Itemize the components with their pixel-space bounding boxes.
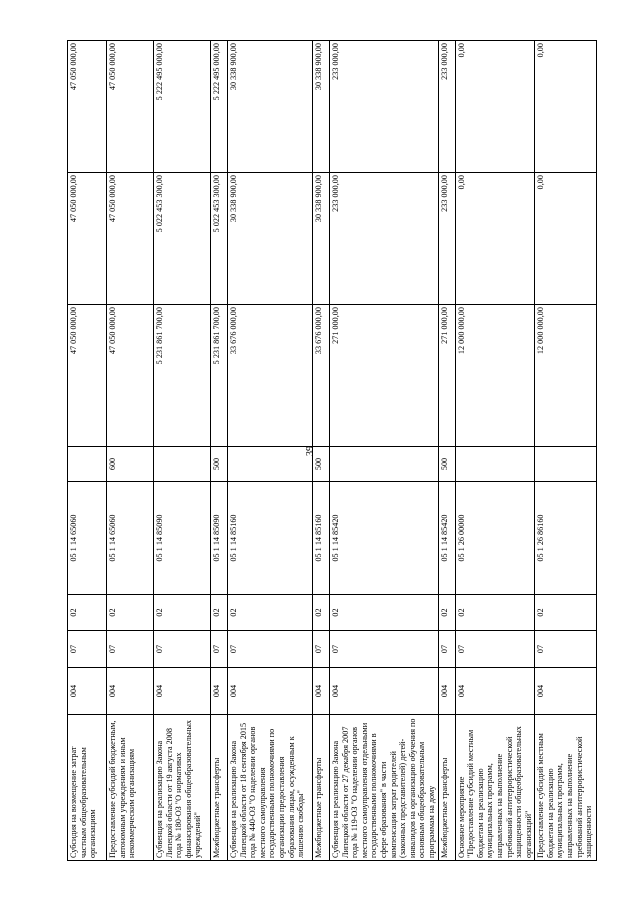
- row-name: Субвенция на реализацию Закона Липецкой области от 18 сентября 2015 года № 440-ОЗ "О наделении органов местного самоуправления государственными полномочиями по организации предоставления образования лицам, осужденным к лишению свободы": [228, 715, 313, 861]
- amount-3: 30 338 900,00: [313, 41, 330, 173]
- section-code: 07: [330, 631, 439, 668]
- amount-1: 33 676 000,00: [313, 305, 330, 447]
- admin-code: 004: [228, 668, 313, 715]
- admin-code: 004: [535, 668, 597, 715]
- admin-code: 004: [68, 668, 107, 715]
- target-code: 05 1 14 85160: [228, 482, 313, 595]
- row-name: Субвенция на реализацию Закона Липецкой области от 19 августа 2008 года № 180-ОЗ "О нормативах финансирования общеобразовательных учреждений": [154, 715, 211, 861]
- table-row: [68, 41, 107, 861]
- amount-1: 12 000 000,00: [535, 305, 597, 447]
- subsection-code: 02: [154, 595, 211, 631]
- amount-2: 0,00: [455, 173, 535, 305]
- subsection-code: 02: [228, 595, 313, 631]
- amount-3: 0,00: [535, 41, 597, 173]
- amount-1: 47 050 000,00: [68, 305, 107, 447]
- subsection-code: 02: [107, 595, 154, 631]
- table-row: [107, 41, 154, 861]
- amount-1: 5 231 861 700,00: [154, 305, 211, 447]
- expense-type-code: 500: [211, 447, 228, 482]
- amount-3: 5 222 495 000,00: [154, 41, 211, 173]
- target-code: 05 1 14 85420: [330, 482, 439, 595]
- expense-type-code: 500: [438, 447, 455, 482]
- table-row: [455, 41, 535, 861]
- expense-type-code: [330, 447, 439, 482]
- subsection-code: 02: [211, 595, 228, 631]
- expense-type-code: [535, 447, 597, 482]
- expense-type-code: [228, 447, 313, 482]
- target-code: 05 1 14 65060: [68, 482, 107, 595]
- target-code: 05 1 14 85160: [313, 482, 330, 595]
- amount-2: 30 338 900,00: [228, 173, 313, 305]
- amount-3: 47 050 000,00: [68, 41, 107, 173]
- target-code: 05 1 26 86160: [535, 482, 597, 595]
- amount-3: 233 000,00: [438, 41, 455, 173]
- amount-3: 0,00: [455, 41, 535, 173]
- subsection-code: 02: [330, 595, 439, 631]
- section-code: 07: [228, 631, 313, 668]
- rotated-table-container: [67, 41, 607, 861]
- expense-type-code: [154, 447, 211, 482]
- amount-2: 233 000,00: [438, 173, 455, 305]
- section-code: 07: [68, 631, 107, 668]
- table-row: [211, 41, 228, 861]
- admin-code: 004: [438, 668, 455, 715]
- amount-2: 47 050 000,00: [107, 173, 154, 305]
- target-code: 05 1 14 65060: [107, 482, 154, 595]
- row-name: Субсидия на возмещение затрат частным общеобразовательным организациям: [68, 715, 107, 861]
- table-row: [154, 41, 211, 861]
- admin-code: 004: [211, 668, 228, 715]
- amount-1: 271 000,00: [330, 305, 439, 447]
- table-row: [330, 41, 439, 861]
- admin-code: 004: [107, 668, 154, 715]
- amount-1: 33 676 000,00: [228, 305, 313, 447]
- expense-type-code: [455, 447, 535, 482]
- row-name: Предоставление субсидий местным бюджетам на реализацию муниципальных программ, направленных на выполнение требований антитеррористической защищенности: [535, 715, 597, 861]
- section-code: 07: [107, 631, 154, 668]
- row-name: Субвенция на реализацию Закона Липецкой области от 27 декабря 2007 года № 119-ОЗ "О наделении органов местного самоуправления отдельными государственными полномочиями в сфере образования" в части компенсации затрат родителей (законных представителей) детей-инвалидов на организацию обучения по основным общеобразовательным программам на дому: [330, 715, 439, 861]
- amount-3: 5 222 495 000,00: [211, 41, 228, 173]
- row-name: Предоставление субсидий бюджетным, автономным учреждениям и иным некоммерческим организациям: [107, 715, 154, 861]
- target-code: 05 1 14 85420: [438, 482, 455, 595]
- subsection-code: 02: [438, 595, 455, 631]
- row-name: Основное мероприятие "Предоставление субсидий местным бюджетам на реализацию муниципальных программ, направленных на выполнение требований антитеррористической защищенности общеобразовательных организаций": [455, 715, 535, 861]
- amount-2: 30 338 900,00: [313, 173, 330, 305]
- amount-2: 47 050 000,00: [68, 173, 107, 305]
- amount-1: 5 231 861 700,00: [211, 305, 228, 447]
- row-name: Межбюджетные трансферты: [313, 715, 330, 861]
- amount-1: 271 000,00: [438, 305, 455, 447]
- row-name: Межбюджетные трансферты: [438, 715, 455, 861]
- amount-3: 233 000,00: [330, 41, 439, 173]
- target-code: 05 1 14 85090: [211, 482, 228, 595]
- amount-2: 5 022 453 300,00: [154, 173, 211, 305]
- section-code: 07: [455, 631, 535, 668]
- section-code: 07: [438, 631, 455, 668]
- subsection-code: 02: [455, 595, 535, 631]
- table-row: [438, 41, 455, 861]
- budget-table: [67, 40, 597, 861]
- row-name: Межбюджетные трансферты: [211, 715, 228, 861]
- amount-2: 5 022 453 300,00: [211, 173, 228, 305]
- table-row: [228, 41, 313, 861]
- table-row: [535, 41, 597, 861]
- section-code: 07: [211, 631, 228, 668]
- amount-2: 233 000,00: [330, 173, 439, 305]
- page-number: 39: [305, 446, 316, 456]
- subsection-code: 02: [313, 595, 330, 631]
- table-row: [313, 41, 330, 861]
- admin-code: 004: [455, 668, 535, 715]
- amount-3: 47 050 000,00: [107, 41, 154, 173]
- amount-2: 0,00: [535, 173, 597, 305]
- admin-code: 004: [330, 668, 439, 715]
- expense-type-code: 600: [107, 447, 154, 482]
- amount-1: 47 050 000,00: [107, 305, 154, 447]
- section-code: 07: [535, 631, 597, 668]
- admin-code: 004: [154, 668, 211, 715]
- subsection-code: 02: [68, 595, 107, 631]
- section-code: 07: [313, 631, 330, 668]
- target-code: 05 1 26 00000: [455, 482, 535, 595]
- expense-type-code: [68, 447, 107, 482]
- section-code: 07: [154, 631, 211, 668]
- admin-code: 004: [313, 668, 330, 715]
- subsection-code: 02: [535, 595, 597, 631]
- amount-1: 12 000 000,00: [455, 305, 535, 447]
- expense-type-code: 500: [313, 447, 330, 482]
- amount-3: 30 338 900,00: [228, 41, 313, 173]
- target-code: 05 1 14 85090: [154, 482, 211, 595]
